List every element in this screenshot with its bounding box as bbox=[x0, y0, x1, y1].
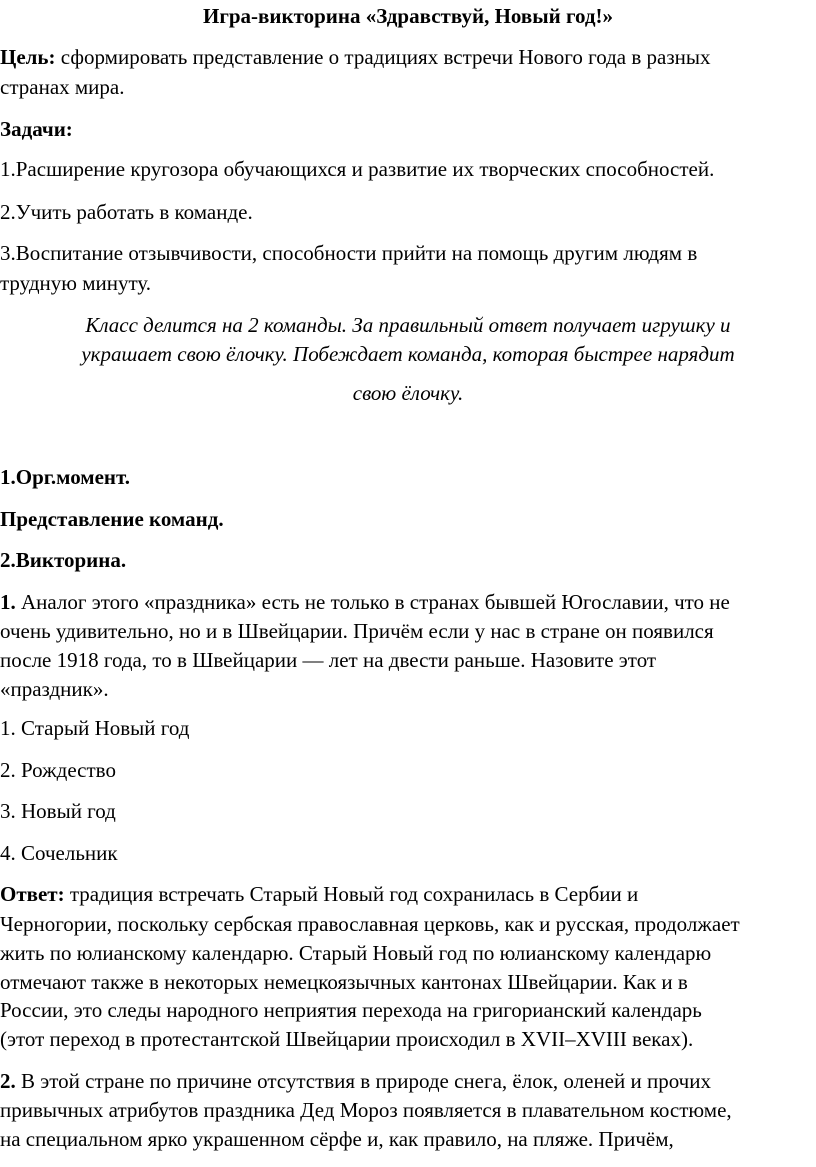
question-1-option-4: 4. Сочельник bbox=[0, 841, 118, 865]
answer-1-line-1 bbox=[0, 882, 638, 906]
goal-label: Цель: bbox=[0, 45, 56, 69]
task-item-3-line-1: 3.Воспитание отзывчивости, способности прийти на помощь другим людям в bbox=[0, 241, 698, 265]
section-teams: Представление команд. bbox=[0, 507, 224, 531]
question-1-number: 1. bbox=[0, 590, 16, 614]
question-1-line-3: после 1918 года, то в Швейцарии — лет на двести раньше. Назовите этот bbox=[0, 648, 657, 672]
tasks-label: Задачи: bbox=[0, 117, 73, 141]
task-item-1: 1.Расширение кругозора обучающихся и развитие их творческих способностей. bbox=[0, 157, 715, 181]
answer-1-line-5: России, это следы народного неприятия перехода на григорианский календарь bbox=[0, 998, 702, 1022]
goal-line-2: странах мира. bbox=[0, 75, 125, 99]
goal-text-1: сформировать представление о традициях встречи Нового года в разных bbox=[55, 45, 711, 69]
task-item-2: 2.Учить работать в команде. bbox=[0, 200, 253, 224]
question-2-line-1 bbox=[0, 1069, 711, 1093]
section-org: 1.Орг.момент. bbox=[0, 465, 131, 489]
document-title: Игра-викторина «Здравствуй, Новый год!» bbox=[203, 4, 613, 28]
answer-1-line-6: (этот переход в протестантской Швейцарии происходил в XVII–XVIII веках). bbox=[0, 1027, 694, 1051]
answer-1-line-4: отмечают также в некоторых немецкоязычных кантонах Швейцарии. Как и в bbox=[0, 970, 688, 994]
section-quiz: 2.Викторина. bbox=[0, 548, 127, 572]
answer-1-line-3: жить по юлианскому календарю. Старый Новый год по юлианскому календарю bbox=[0, 941, 712, 965]
question-1-option-2: 2. Рождество bbox=[0, 758, 116, 782]
rules-line-3: свою ёлочку. bbox=[352, 381, 464, 405]
rules-line-1: Класс делится на 2 команды. За правильный ответ получает игрушку и bbox=[85, 313, 731, 337]
question-2-text-1: В этой стране по причине отсутствия в природе снега, ёлок, оленей и прочих bbox=[15, 1069, 711, 1093]
question-1-line-1 bbox=[0, 590, 730, 614]
question-2-line-3: на специальном ярко украшенном сёрфе и, как правило, на пляже. Причём, bbox=[0, 1127, 674, 1151]
question-2-line-2: привычных атрибутов праздника Дед Мороз появляется в плавательном костюме, bbox=[0, 1098, 732, 1122]
question-2-number: 2. bbox=[0, 1069, 16, 1093]
answer-1-line-2: Черногории, поскольку сербская православная церковь, как и русская, продолжает bbox=[0, 912, 740, 936]
question-1-text-1: Аналог этого «праздника» есть не только в странах бывшей Югославии, что не bbox=[15, 590, 730, 614]
goal-line-1 bbox=[0, 45, 711, 69]
question-1-line-2: очень удивительно, но и в Швейцарии. Причём если у нас в стране он появился bbox=[0, 619, 714, 643]
answer-1-label: Ответ: bbox=[0, 882, 65, 906]
question-1-option-1: 1. Старый Новый год bbox=[0, 716, 190, 740]
question-1-line-4: «праздник». bbox=[0, 677, 109, 701]
answer-1-text-1: традиция встречать Старый Новый год сохранилась в Сербии и bbox=[64, 882, 639, 906]
question-1-option-3: 3. Новый год bbox=[0, 799, 116, 823]
task-item-3-line-2: трудную минуту. bbox=[0, 271, 152, 295]
rules-line-2: украшает свою ёлочку. Побеждает команда, которая быстрее нарядит bbox=[81, 342, 735, 366]
